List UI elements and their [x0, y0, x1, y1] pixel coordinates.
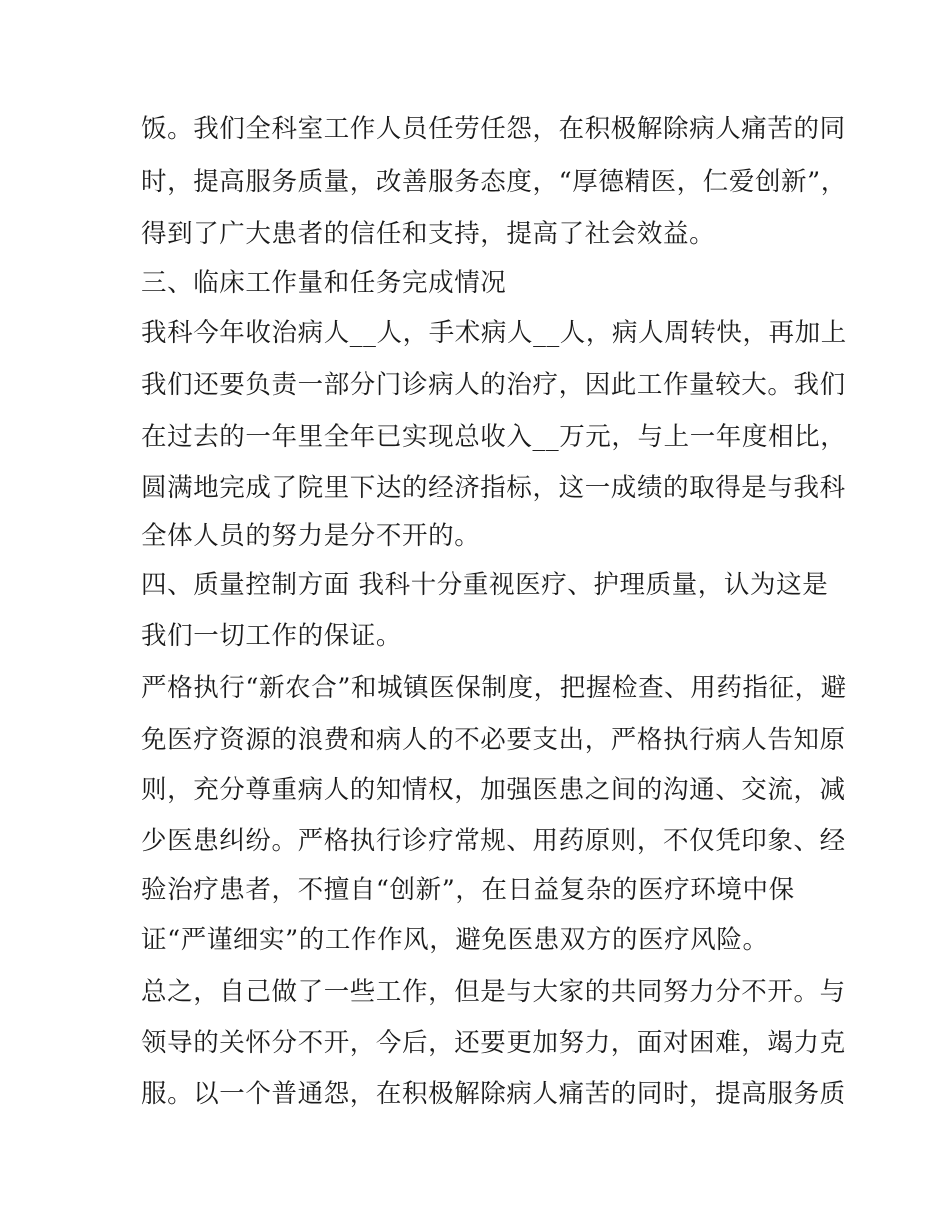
- text-line: 我科今年收治病人__人，手术病人__人，病人周转快，再加上: [141, 318, 847, 348]
- text-line: 圆满地完成了院里下达的经济指标，这一成绩的取得是与我科: [141, 473, 846, 503]
- text-line: 验治疗患者，不擅自“创新”，在日益复杂的医疗环境中保: [141, 875, 795, 905]
- section-heading: 三、临床工作量和任务完成情况: [141, 268, 507, 298]
- text-line: 严格执行“新农合”和城镇医保制度，把握检查、用药指征，避: [141, 673, 847, 703]
- text-line: 免医疗资源的浪费和病人的不必要支出，严格执行病人告知原: [141, 725, 846, 755]
- text-line: 时，提高服务质量，改善服务态度，“厚德精医，仁爱创新”，: [141, 167, 847, 197]
- text-line: 领导的关怀分不开，今后，还要更加努力，面对困难，竭力克: [141, 1028, 846, 1058]
- text-line: 饭。我们全科室工作人员任劳任怨，在积极解除病人痛苦的同: [141, 114, 846, 144]
- text-line: 我们还要负责一部分门诊病人的治疗，因此工作量较大。我们: [141, 370, 846, 400]
- text-line: 少医患纠纷。严格执行诊疗常规、用药原则，不仅凭印象、经: [141, 826, 846, 856]
- text-line: 我们一切工作的保证。: [141, 621, 403, 651]
- text-line: 全体人员的努力是分不开的。: [141, 521, 481, 551]
- text-line: 服。以一个普通怨，在积极解除病人痛苦的同时，提高服务质: [141, 1079, 846, 1109]
- text-line: 总之，自己做了一些工作，但是与大家的共同努力分不开。与: [141, 977, 846, 1007]
- text-line: 证“严谨细实”的工作作风，避免医患双方的医疗风险。: [141, 925, 769, 955]
- text-line: 则，充分尊重病人的知情权，加强医患之间的沟通、交流，减: [141, 775, 846, 805]
- text-line: 得到了广大患者的信任和支持，提高了社会效益。: [141, 219, 716, 249]
- text-line: 在过去的一年里全年已实现总收入__万元，与上一年度相比，: [141, 422, 847, 452]
- section-heading: 四、质量控制方面 我科十分重视医疗、护理质量，认为这是: [141, 570, 829, 600]
